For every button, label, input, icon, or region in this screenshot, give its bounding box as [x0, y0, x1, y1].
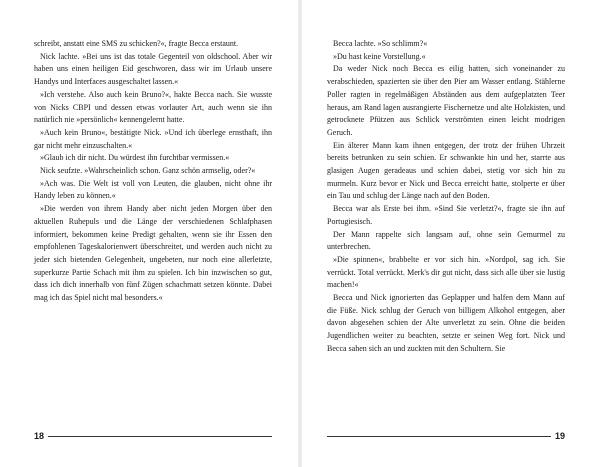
paragraph: Ein älterer Mann kam ihnen entgegen, der trotz der frühen Uhrzeit bereits betrunken zu sein schien. Er schwankte hin und her, starrte aus glasigen Augen geradeaus und schien dabei, stetig vor sich hin zu murmeln. Kurz bevor er Nick und Becca erreicht hatte, stolperte er über ein Tau und schlug der Länge nach auf den Boden.	[327, 140, 565, 201]
paragraph: »Die werden von ihrem Handy aber nicht jeden Morgen über den aktuellen Ruhepuls und die Länge der verschiedenen Schlafphasen informiert, bekommen keine Predigt gehalten, wenn sie ihr Essen den empfohlenen Tageskalorienwert überschreitet, und werden auch nicht zu jeder sich bietenden Gelegenheit, ungebeten, nur noch eine allerletzte, superkurze Partie Schach mit ihm zu spielen. Ich bin inzwischen so gut, dass ich dich innerhalb von fünf Zügen schachmatt setzen könnte. Dabei mag ich das Spiel nicht mal besonders.«	[34, 204, 272, 303]
left-page-footer	[34, 430, 272, 442]
left-page	[34, 38, 272, 305]
page-number-left: 18	[34, 431, 45, 441]
paragraph: Da weder Nick noch Becca es eilig hatten, sich voneinander zu verabschieden, spazierten sie über den Pier am Wasser entlang. Stählerne Poller ragten in regelmäßigen Abständen aus dem aufgeplatzten Teer heraus, am Rand lagen ausrangierte Fischernetze und alte Holzkisten, und getrocknete Pfützen aus Schlick verströmten einen leicht modrigen Geruch.	[327, 64, 565, 137]
paragraph: Becca und Nick ignorierten das Geplapper und halfen dem Mann auf die Füße. Nick schlug der Geruch von billigem Alkohol entgegen, aber davon abgesehen schien der Alte unverletzt zu sein. Ohne die beiden Jugendlichen weiter zu beachten, setzte er seinen Weg fort. Nick und Becca sahen sich an und zuckten mit den Schultern. Sie	[327, 293, 565, 353]
left-page-text	[34, 38, 272, 305]
paragraph: »Du hast keine Vorstellung.«	[333, 51, 426, 61]
footer-rule	[327, 436, 551, 437]
paragraph: »Auch kein Bruno«, bestätigte Nick. »Und ich überlege ernsthaft, ihn gar nicht mehr einzuschalten.«	[34, 127, 272, 150]
paragraph: Becca war als Erste bei ihm. »Sind Sie verletzt?«, fragte sie ihn auf Portugiesisch.	[327, 204, 565, 226]
footer-rule	[48, 436, 272, 437]
paragraph: Nick lachte. »Bei uns ist das totale Gegenteil von oldschool. Aber wir haben uns einen heiligen Eid geschworen, dass wir im Urlaub unsere Handys und Interfaces ausgeschaltet lassen.«	[34, 51, 272, 87]
paragraph: Der Mann rappelte sich langsam auf, ohne sein Gemurmel zu unterbrechen.	[327, 229, 565, 252]
right-page-footer	[327, 430, 565, 442]
page-gutter	[298, 0, 302, 467]
paragraph: Becca lachte. »So schlimm?«	[333, 39, 428, 48]
right-page	[327, 38, 565, 356]
paragraph: »Die spinnen«, brabbelte er vor sich hin. »Nordpol, sag ich. Sie verrückt. Total verrückt. Merk's dir gut nicht, dass sich alle über sie lustig machen!«	[327, 254, 565, 290]
paragraph: schreibt, anstatt eine SMS zu schicken?«, fragte Becca erstaunt.	[34, 39, 239, 48]
paragraph: »Ach was. Die Welt ist voll von Leuten, die glauben, nicht ohne ihr Handy leben zu können.«	[34, 178, 272, 201]
right-page-text	[327, 38, 565, 356]
paragraph: »Ich verstehe. Also auch kein Bruno?«, hakte Becca nach. Sie wusste von Nicks CBPI und dessen etwas vorlauter Art, auch wenn sie ihn natürlich nie »persönlich« kennengelernt hatte.	[34, 89, 272, 125]
paragraph: Nick seufzte. »Wahrscheinlich schon. Ganz schön armselig, oder?«	[40, 166, 256, 176]
paragraph: »Glaub ich dir nicht. Du würdest ihn furchtbar vermissen.«	[40, 153, 230, 163]
page-number-right: 19	[554, 431, 565, 441]
